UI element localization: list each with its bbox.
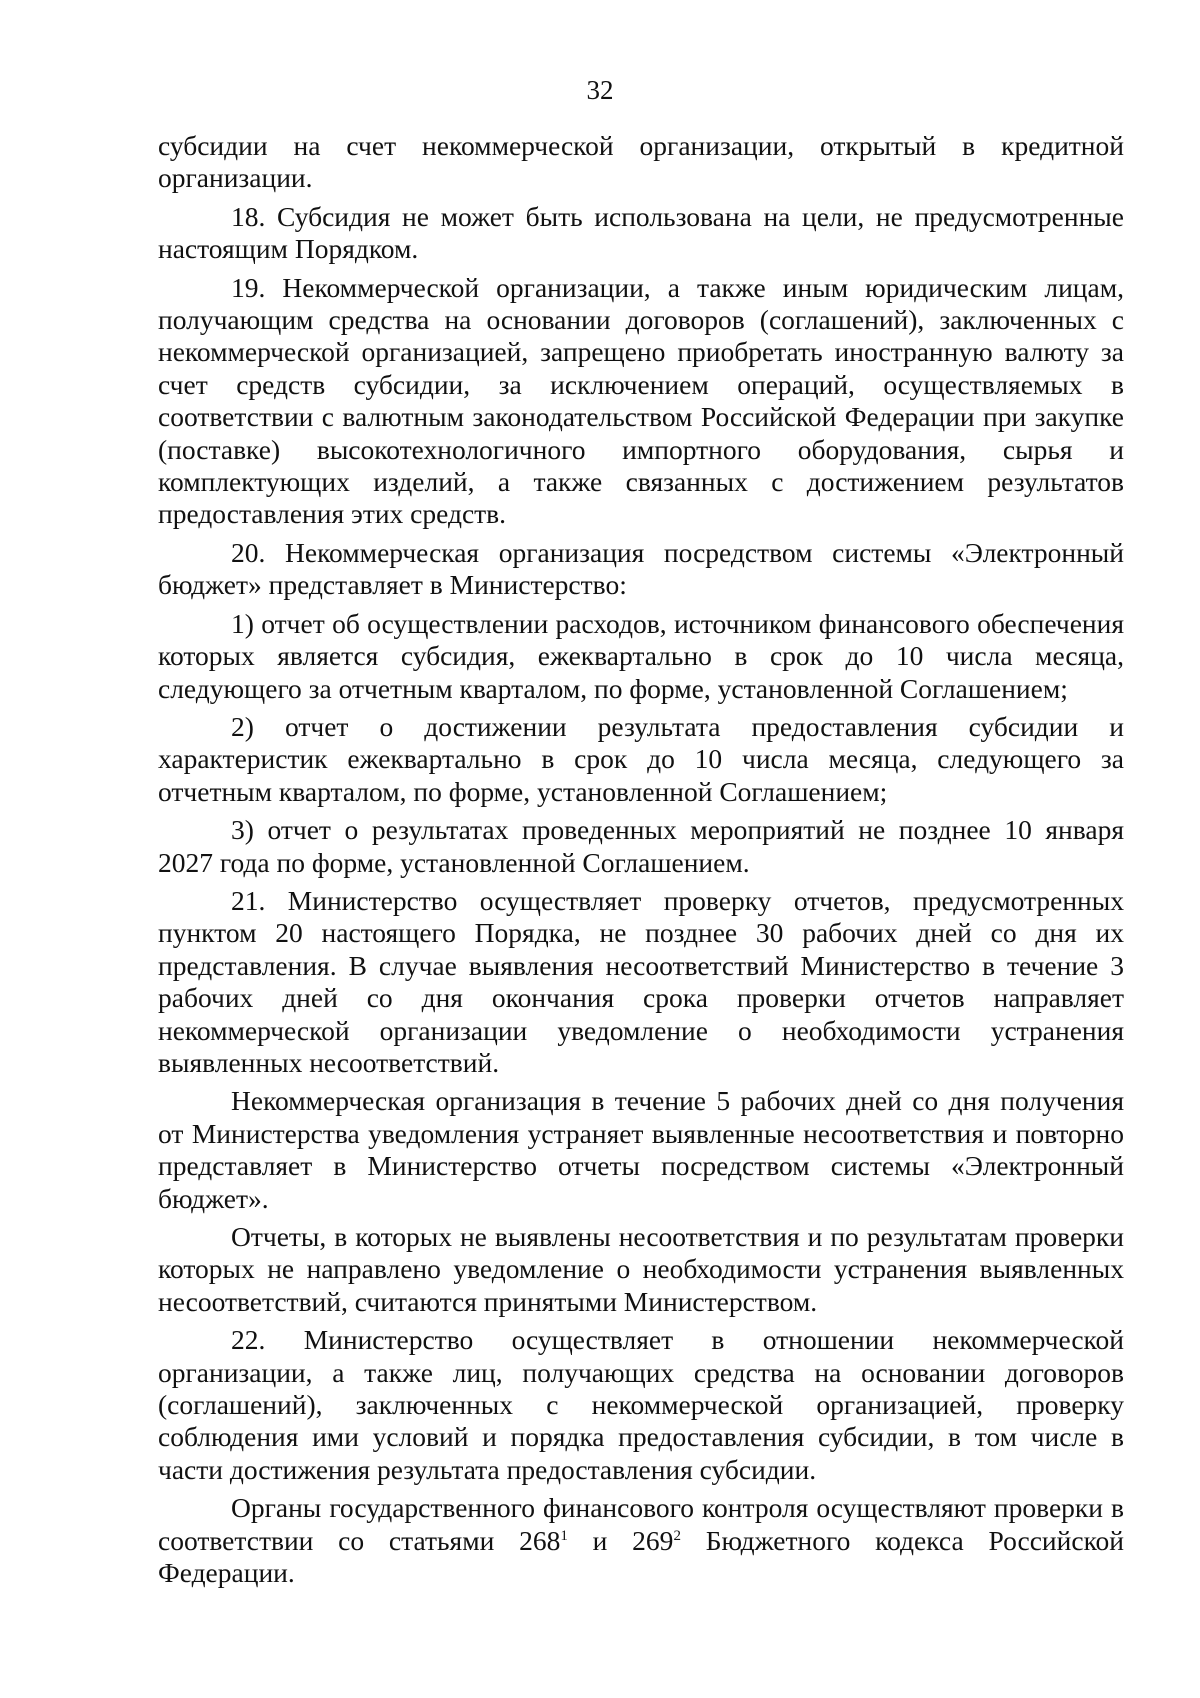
page-number: 32 (586, 75, 614, 105)
control-text-part-3: Бюджетного кодекса Российской Федерации. (158, 1524, 1124, 1589)
paragraph-21-correction: Некоммерческая организация в течение 5 рабочих дней со дня получения от Министерства уведомления устраняет выявленные несоответствия и повторно представляет в Министерство отчеты посредством системы «Электронный бюджет». (158, 1085, 1124, 1214)
paragraph-continuation: субсидии на счет некоммерческой организации, открытый в кредитной организации. (158, 130, 1124, 194)
paragraph-19: 19. Некоммерческой организации, а также иным юридическим лицам, получающим средства на основании договоров (соглашений), заключенных с некоммерческой организацией, запрещено приобретать иностранную валюту за счет средств субсидии, за исключением операций, осуществляемых в соответствии с валютным законодательством Российской Федерации при закупке (поставке) высокотехнологичного импортного оборудования, сырья и комплектующих изделий, а также связанных с достижением результатов предоставления этих средств. (158, 271, 1124, 530)
paragraph-20-item-3: 3) отчет о результатах проведенных мероприятий не позднее 10 января 2027 года по форме, установленной Соглашением. (158, 814, 1124, 878)
control-text-part-1: Органы государственного финансового контроля осуществляют проверки в соответствии со статьями 268 (158, 1492, 1124, 1556)
document-body (158, 130, 1124, 1589)
paragraph-18: 18. Субсидия не может быть использована на цели, не предусмотренные настоящим Порядком. (158, 200, 1124, 265)
paragraph-21-acceptance: Отчеты, в которых не выявлены несоответствия и по результатам проверки которых не направлено уведомление о необходимости устранения выявленных несоответствий, считаются принятыми Министерством. (158, 1221, 1124, 1317)
control-text-part-2: и 269 (567, 1524, 674, 1556)
paragraph-22: 22. Министерство осуществляет в отношении некоммерческой организации, а также лиц, получающих средства на основании договоров (соглашений), заключенных с некоммерческой организацией, проверку соблюдения ими условий и порядка предоставления субсидии, в том числе в части достижения результата предоставления субсидии. (158, 1324, 1124, 1485)
article-268-superscript: 1 (560, 1527, 568, 1544)
article-269-superscript: 2 (673, 1527, 681, 1544)
paragraph-20-item-1: 1) отчет об осуществлении расходов, источником финансового обеспечения которых является субсидия, ежеквартально в срок до 10 числа месяца, следующего за отчетным кварталом, по форме, установленной Соглашением; (158, 607, 1124, 704)
paragraph-20-item-2: 2) отчет о достижении результата предоставления субсидии и характеристик ежеквартально в срок до 10 числа месяца, следующего за отчетным кварталом, по форме, установленной Соглашением; (158, 710, 1124, 807)
paragraph-21: 21. Министерство осуществляет проверку отчетов, предусмотренных пунктом 20 настоящего Порядка, не позднее 30 рабочих дней со дня их представления. В случае выявления несоответствий Министерство в течение 3 рабочих дней со дня окончания срока проверки отчетов направляет некоммерческой организации уведомление о необходимости устранения выявленных несоответствий. (158, 884, 1124, 1078)
paragraph-20: 20. Некоммерческая организация посредством системы «Электронный бюджет» представляет в Министерство: (158, 536, 1124, 601)
paragraph-22-financial-control (158, 1492, 1124, 1589)
